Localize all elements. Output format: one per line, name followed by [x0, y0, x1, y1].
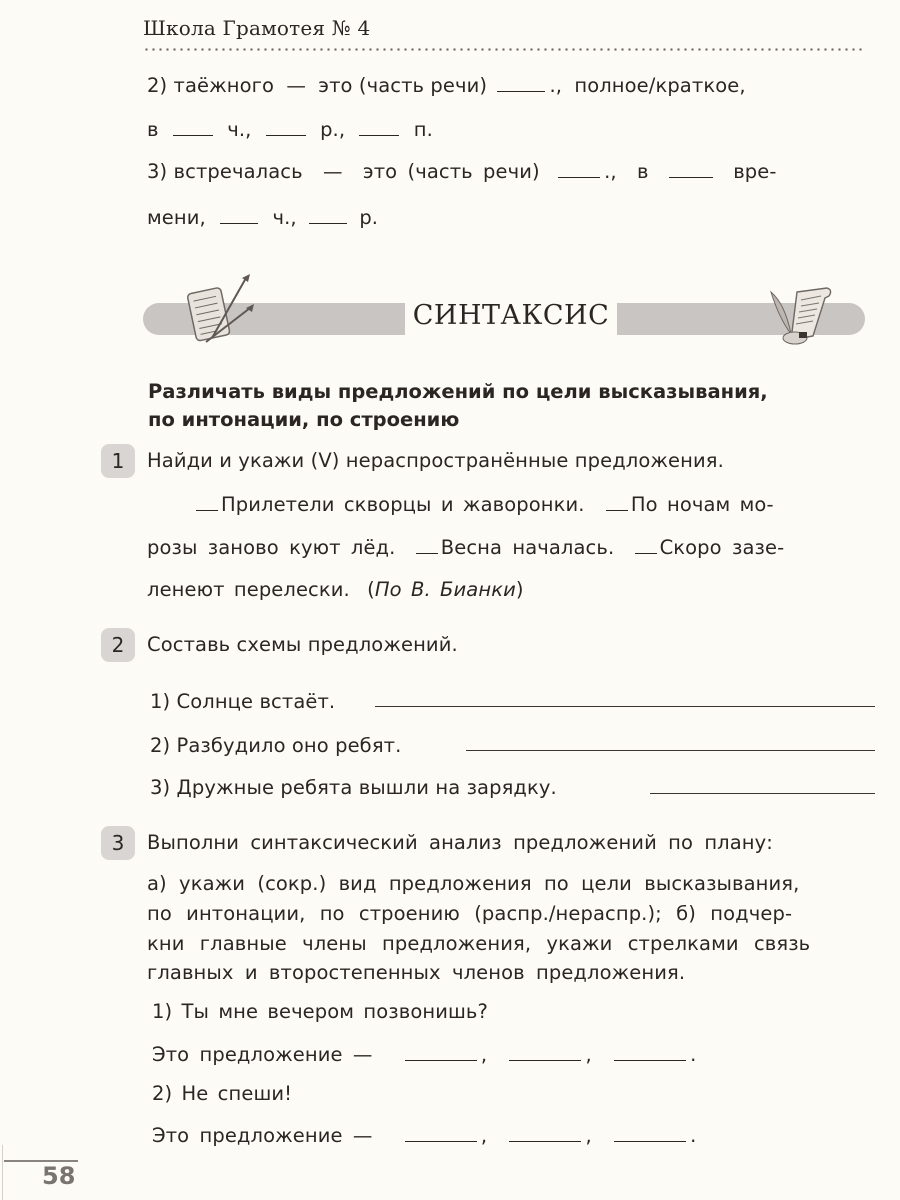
exercise-3-plan-line-4: главных и второстепенных членов предложения. [147, 961, 686, 984]
punct: ( [367, 578, 375, 601]
label-number: ч., [227, 118, 252, 141]
answer-blank-case[interactable] [359, 134, 399, 136]
source-attribution: По В. Бианки [374, 578, 516, 601]
prev-item-2-line-1 [147, 74, 746, 98]
exercise-2-item-1: 1) Солнце встаёт. [150, 690, 336, 713]
sentence: ленеют перелески. [147, 578, 350, 601]
sentence: Скоро зазе- [659, 536, 785, 559]
answer-blank-intonation[interactable] [509, 1059, 581, 1061]
answer-blank[interactable] [558, 176, 600, 178]
punct: . [690, 1124, 697, 1147]
punct: , [480, 1043, 488, 1066]
exercise-1-text-line-3 [147, 578, 524, 602]
exercise-2-instruction: Составь схемы предложений. [147, 633, 458, 656]
punct: , [585, 1043, 592, 1066]
punct: , [480, 1124, 488, 1147]
answer-blank-gender[interactable] [266, 134, 306, 136]
checkbox-blank-sentence-4[interactable] [635, 552, 657, 554]
answer-blank-number[interactable] [173, 134, 213, 136]
exercise-3-answer-row-2 [152, 1124, 696, 1148]
label-gender: р. [359, 206, 379, 229]
answer-blank-purpose[interactable] [405, 1140, 477, 1142]
learning-goal-line-1: Различать виды предложений по цели высказывания, [148, 380, 768, 403]
label-gender: р., [320, 118, 346, 141]
punct: . [690, 1043, 697, 1066]
answer-prefix: Это предложение — [152, 1124, 373, 1147]
prompt-text: мени, [147, 206, 206, 229]
exercise-3-sentence-2: 2) Не спеши! [152, 1082, 293, 1105]
exercise-1-text-line-2 [147, 536, 784, 560]
dash: — [323, 160, 343, 183]
answer-blank-purpose[interactable] [405, 1059, 477, 1061]
exercise-1-text-line-1 [196, 493, 774, 517]
analyzed-word: встречалась [173, 160, 303, 183]
prompt-text: полное/краткое, [574, 74, 746, 97]
scroll-with-quill-icon [765, 284, 835, 352]
sentence: По ночам мо- [630, 493, 774, 516]
prompt-text: в [636, 160, 649, 183]
scheme-answer-line-1[interactable] [375, 706, 875, 707]
punct: , [585, 1124, 592, 1147]
prompt-text: вре- [733, 160, 777, 183]
exercise-3-instruction: Выполни синтаксический анализ предложений по плану: [147, 831, 773, 854]
page-margin-rule [2, 1145, 3, 1200]
page-number: 58 [42, 1162, 76, 1190]
answer-prefix: Это предложение — [152, 1043, 373, 1066]
exercise-2-item-3: 3) Дружные ребята вышли на зарядку. [150, 776, 557, 799]
punct: ) [515, 578, 524, 601]
exercise-1-instruction: Найди и укажи (V) нераспространённые предложения. [147, 449, 724, 472]
checkbox-blank-sentence-1[interactable] [196, 509, 218, 511]
sentence: Прилетели скворцы и жаворонки. [221, 493, 585, 516]
scheme-answer-line-3[interactable] [650, 793, 875, 794]
tablet-with-pens-icon [182, 272, 254, 354]
exercise-3-plan-line-3: кни главные члены предложения, укажи стрелками связь [147, 932, 811, 955]
header-dotted-divider [143, 48, 865, 51]
item-number: 2) [147, 74, 168, 97]
running-header-title: Школа Грамотея № 4 [143, 16, 371, 40]
answer-blank-tense[interactable] [669, 176, 713, 178]
prompt-text: в [147, 118, 159, 141]
sentence: розы заново куют лёд. [147, 536, 396, 559]
exercise-number-badge: 1 [101, 444, 135, 478]
answer-blank[interactable] [497, 90, 545, 92]
exercise-3-sentence-1: 1) Ты мне вечером позвонишь? [152, 1000, 488, 1023]
answer-blank-intonation[interactable] [509, 1140, 581, 1142]
prev-item-2-line-2 [147, 118, 433, 142]
exercise-number-badge: 3 [101, 826, 135, 860]
label-case: п. [413, 118, 433, 141]
exercise-2-item-2: 2) Разбудило оно ребят. [150, 734, 402, 757]
exercise-3-answer-row-1 [152, 1043, 696, 1067]
prompt-text: это (часть речи) [362, 160, 540, 183]
checkbox-blank-sentence-3[interactable] [416, 552, 438, 554]
answer-blank-structure[interactable] [614, 1140, 686, 1142]
prev-item-3-line-1 [147, 160, 777, 184]
punct: ., [604, 160, 617, 183]
prompt-text: это (часть речи) [318, 74, 488, 97]
answer-blank-structure[interactable] [614, 1059, 686, 1061]
dash: — [286, 74, 306, 97]
exercise-3-plan-line-1: а) укажи (сокр.) вид предложения по цели высказывания, [147, 872, 800, 895]
prev-item-3-line-2 [147, 206, 378, 230]
section-title: СИНТАКСИС [412, 300, 610, 331]
scheme-answer-line-2[interactable] [466, 750, 875, 751]
exercise-3-plan-line-2: по интонации, по строению (распр./нераспр.); б) подчер- [147, 902, 793, 925]
sentence: Весна началась. [440, 536, 615, 559]
analyzed-word: таёжного [173, 74, 275, 97]
answer-blank-number[interactable] [220, 222, 258, 224]
label-number: ч., [272, 206, 297, 229]
item-number: 3) [147, 160, 168, 183]
exercise-number-badge: 2 [101, 628, 135, 662]
checkbox-blank-sentence-2[interactable] [606, 509, 628, 511]
punct: ., [549, 74, 563, 97]
learning-goal-line-2: по интонации, по строению [148, 408, 460, 431]
answer-blank-gender[interactable] [309, 222, 347, 224]
